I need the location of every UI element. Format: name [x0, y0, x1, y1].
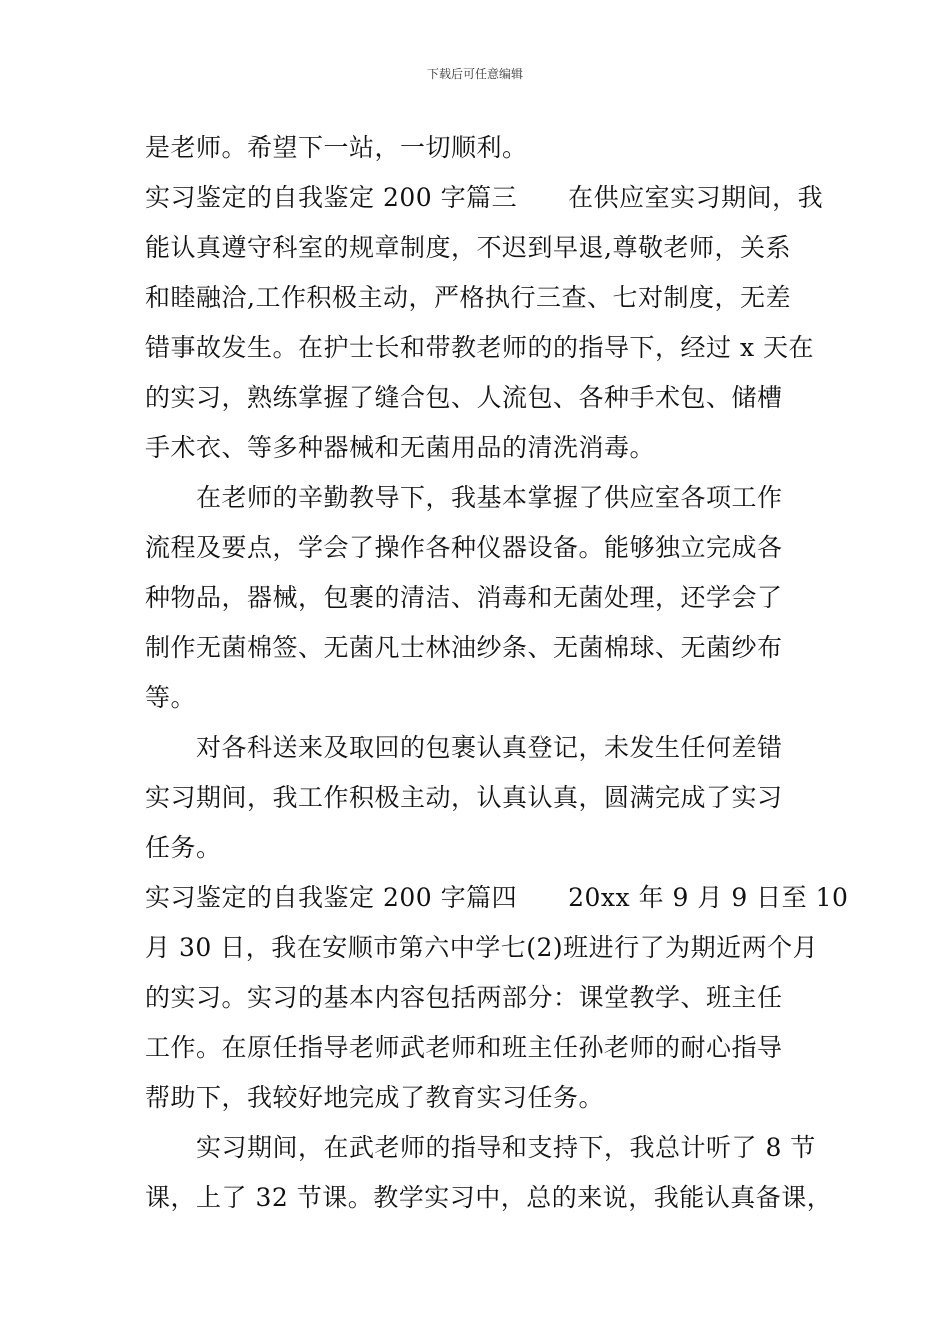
text-line: 等。: [145, 683, 197, 712]
text-line: 是老师。希望下一站，一切顺利。: [145, 133, 528, 162]
text-line: 任务。: [145, 833, 222, 862]
text-line: 工作。在原任指导老师武老师和班主任孙老师的耐心指导: [145, 1033, 783, 1062]
text-line: 种物品，器械，包裹的清洁、消毒和无菌处理，还学会了: [145, 583, 783, 612]
text-line: 实习期间，我工作积极主动，认真认真，圆满完成了实习: [145, 783, 783, 812]
text-line: 制作无菌棉签、无菌凡士林油纱条、无菌棉球、无菌纱布: [145, 633, 783, 662]
paragraph-first-line: 在老师的辛勤教导下，我基本掌握了供应室各项工作: [196, 483, 783, 512]
text-line: 课，上了 32 节课。教学实习中，总的来说，我能认真备课，: [145, 1183, 833, 1212]
text-line: 错事故发生。在护士长和带教老师的的指导下，经过 x 天在: [145, 333, 814, 362]
text-line: 的实习，熟练掌握了缝合包、人流包、各种手术包、储槽: [145, 383, 783, 412]
page-header: 下载后可任意编辑: [426, 67, 523, 81]
text-line: 能认真遵守科室的规章制度，不迟到早退,尊敬老师，关系: [145, 233, 791, 262]
paragraph-first-line: 对各科送来及取回的包裹认真登记，未发生任何差错: [196, 733, 783, 762]
section-heading-line: 实习鉴定的自我鉴定 200 字篇三 在供应室实习期间，我: [145, 183, 824, 212]
text-line: 手术衣、等多种器械和无菌用品的清洗消毒。: [145, 433, 656, 462]
text-line: 和睦融洽,工作积极主动，严格执行三查、七对制度，无差: [145, 283, 791, 312]
section-heading-line: 实习鉴定的自我鉴定 200 字篇四 20xx 年 9 月 9 日至 10: [145, 883, 849, 912]
text-line: 的实习。实习的基本内容包括两部分：课堂教学、班主任: [145, 983, 783, 1012]
text-line: 流程及要点，学会了操作各种仪器设备。能够独立完成各: [145, 533, 783, 562]
text-line: 月 30 日，我在安顺市第六中学七(2)班进行了为期近两个月: [145, 933, 819, 962]
text-line: 帮助下，我较好地完成了教育实习任务。: [145, 1083, 605, 1112]
paragraph-first-line: 实习期间，在武老师的指导和支持下，我总计听了 8 节: [196, 1133, 816, 1162]
